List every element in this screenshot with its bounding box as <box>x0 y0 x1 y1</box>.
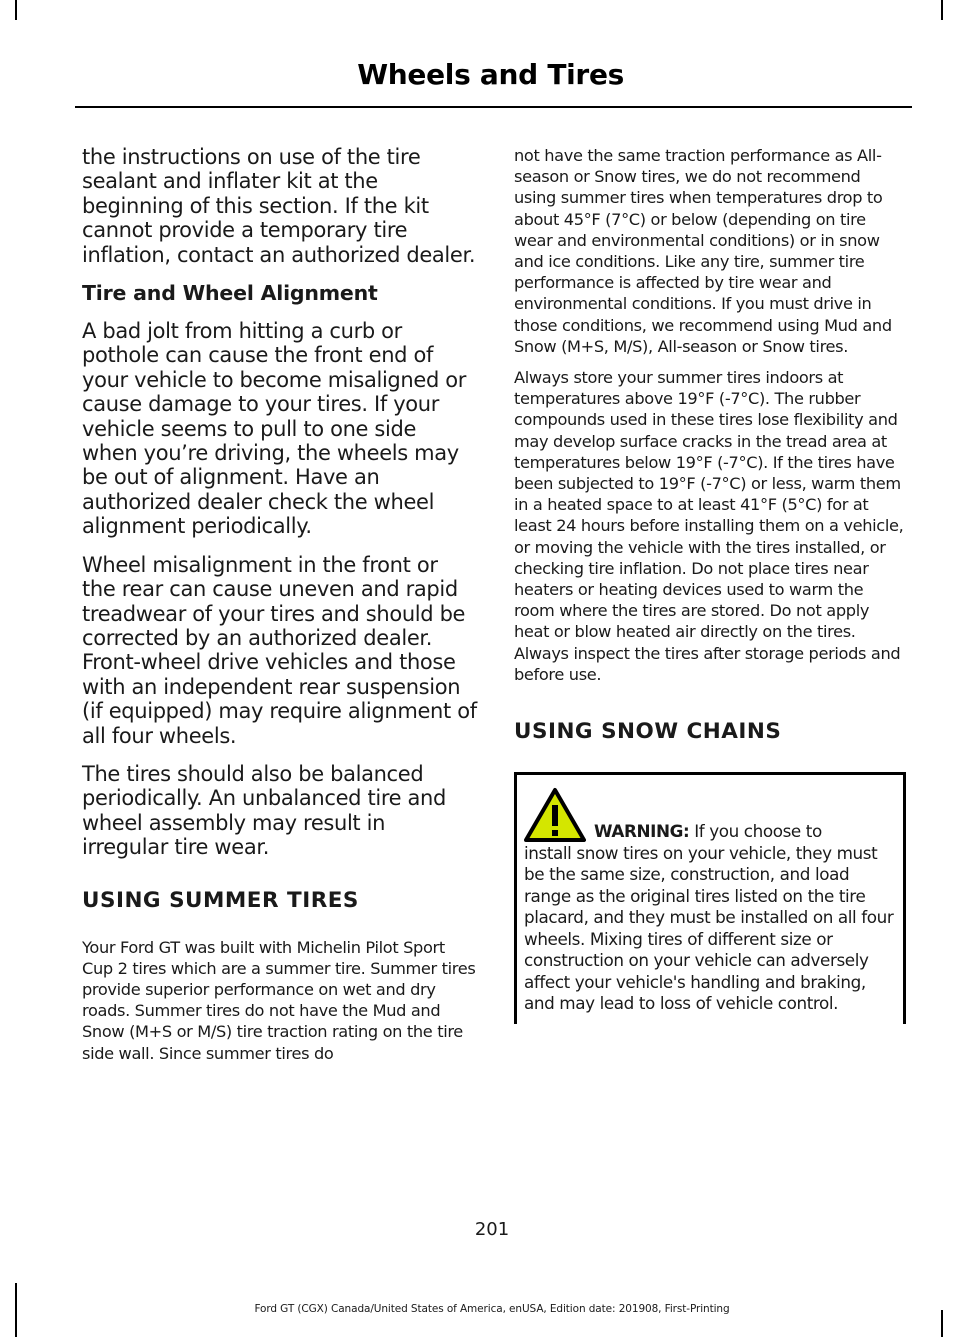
warning-text-start: If you choose to <box>689 821 822 842</box>
alignment-subheading: Tire and Wheel Alignment <box>82 281 378 306</box>
page-footer: Ford GT (CGX) Canada/United States of America, enUSA, Edition date: 201908, First-Printing <box>254 1303 730 1315</box>
header-rule <box>75 106 912 108</box>
summer-tires-paragraph: Your Ford GT was built with Michelin Pilot Sport Cup 2 tires which are a summer tire. Summer tires provide superior performance on wet and dry roads. Summer tires do not have the Mud and Snow (M+S or M/S) tire traction rating on the tire side wall. Since summer tires do <box>82 937 476 1063</box>
summer-tires-storage: Always store your summer tires indoors at temperatures above 19°F (-7°C). The rubber compounds used in these tires lose flexibility and may develop surface cracks in the tread area at temperatures below 19°F (-7°C). If the tires have been subjected to 19°F (-7°C) or less, warm them in a heated space to at least 41°F (5°C) for at least 24 hours before installing them on a vehicle, or moving the vehicle with the tires installed, or checking tire inflation. Do not place tires near heaters or heating devices used to warm the room where the tires are stored. Do not apply heat or blow heated air directly on the tires. Always inspect the tires after storage periods and before use. <box>514 368 904 684</box>
summer-tires-continued: not have the same traction performance as All-season or Snow tires, we do not recommend using summer tires when temperatures drop to about 45°F (7°C) or below (depending on tire wear and environmental conditions) or in snow and ice conditions. Like any tire, summer tire performance is affected by tire wear and environmental conditions. If you must drive in those conditions, we recommend using Mud and Snow (M+S, M/S), All-season or Snow tires. <box>514 146 892 356</box>
warning-text-rest: install snow tires on your vehicle, they must be the same size, construction, and load range as the original tires listed on the tire placard, and they must be installed on all four wheels. Mixing tires of different size or construction on your vehicle can adversely affect your vehicle's handling and braking, and may lead to loss of vehicle control. <box>524 843 894 1013</box>
alignment-paragraph-1: A bad jolt from hitting a curb or pothole can cause the front end of your vehicle to become misaligned or cause damage to your tires. If your vehicle seems to pull to one side when you’re driving, the wheels may be out of alignment. Have an authorized dealer check the wheel alignment periodically. <box>82 319 467 539</box>
summer-tires-heading: USING SUMMER TIRES <box>82 887 359 913</box>
page-number: 201 <box>474 1219 510 1240</box>
right-column <box>514 145 906 1024</box>
alignment-paragraph-2: Wheel misalignment in the front or the rear can cause uneven and rapid treadwear of your tires and should be corrected by an authorized dealer. Front-wheel drive vehicles and those with an independent rear suspension (if equipped) may require alignment of all four wheels. <box>82 552 477 748</box>
warning-box <box>514 772 906 1024</box>
intro-paragraph: the instructions on use of the tire sealant and inflater kit at the beginning of this section. If the kit cannot provide a temporary tire inflation, contact an authorized dealer. <box>82 145 476 267</box>
alignment-paragraph-3: The tires should also be balanced periodically. An unbalanced tire and wheel assembly may result in irregular tire wear. <box>82 761 446 860</box>
crop-mark-top-left <box>15 0 17 20</box>
page-header-title: Wheels and Tires <box>357 58 624 91</box>
left-column <box>82 145 477 1074</box>
snow-chains-heading: USING SNOW CHAINS <box>514 719 782 745</box>
warning-label: WARNING: <box>594 821 690 842</box>
crop-mark-top-right <box>941 0 943 20</box>
warning-triangle-icon <box>524 787 586 843</box>
